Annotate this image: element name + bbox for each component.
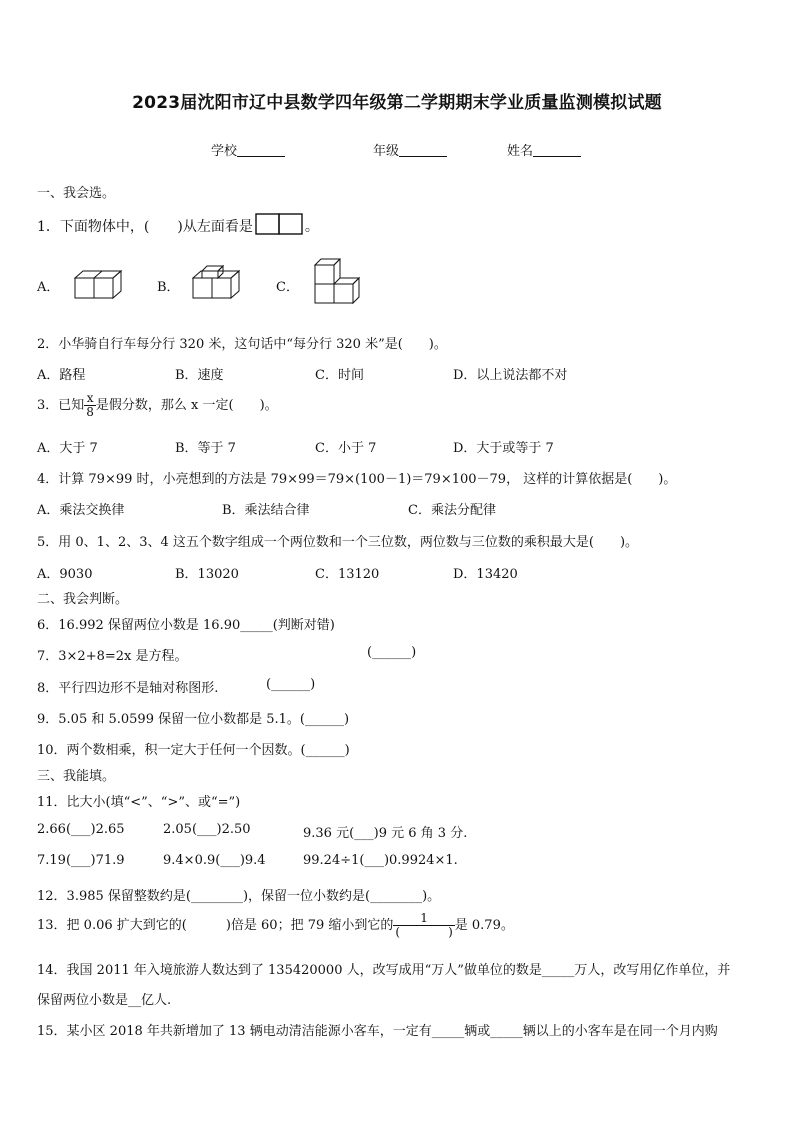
question-3-fraction [84, 392, 96, 419]
question-3-post: 是假分数，那么 x 一定( )。 [95, 398, 278, 413]
grade-blank[interactable] [399, 143, 447, 157]
question-11: 11．比大小(填“<”、“>”、或“=”) [37, 795, 241, 810]
question-10: 10．两个数相乘，积一定大于任何一个因数。(______) [37, 743, 350, 758]
q5-option-a[interactable]: A．9030 [37, 567, 93, 582]
question-8-blank[interactable]: (______) [266, 677, 316, 692]
q3-option-b[interactable]: B．等于 7 [175, 441, 236, 456]
q11-item-3[interactable]: 9.36 元(___)9 元 6 角 3 分. [303, 826, 468, 841]
question-13-post: 是 0.79。 [454, 918, 514, 933]
fraction-denominator[interactable]: ( ) [395, 925, 453, 939]
two-squares-figure [255, 213, 303, 235]
question-13 [37, 912, 514, 939]
q1-option-a-figure [72, 268, 124, 302]
question-7-blank[interactable]: (______) [367, 645, 417, 660]
q1-option-a-label[interactable]: A． [37, 280, 60, 295]
q2-option-a[interactable]: A．路程 [37, 368, 86, 383]
section-3-heading: 三、我能填。 [37, 769, 116, 784]
fraction-denominator: 8 [86, 405, 94, 419]
question-14-line-1: 14．我国 2011 年入境旅游人数达到了 135420000 人，改写成用“万人”做单位的数是_____万人，改写用亿作单位，并 [37, 963, 731, 978]
question-7: 7．3×2+8=2x 是方程。 [37, 649, 188, 664]
question-3 [37, 392, 278, 419]
q2-option-d[interactable]: D．以上说法都不对 [453, 368, 568, 383]
q11-item-5[interactable]: 9.4×0.9(___)9.4 [163, 853, 266, 868]
question-6: 6．16.992 保留两位小数是 16.90_____(判断对错) [37, 618, 335, 633]
q1-option-c-label[interactable]: C． [276, 280, 299, 295]
fraction-numerator: 1 [393, 912, 454, 926]
name-label: 姓名 [507, 144, 534, 159]
question-13-fraction [393, 912, 454, 939]
question-2: 2．小华骑自行车每分行 320 米，这句话中“每分行 320 米”是( )。 [37, 337, 447, 352]
question-3-pre: 3．已知 [37, 398, 85, 413]
question-1-end: 。 [304, 219, 319, 235]
q5-option-c[interactable]: C．13120 [315, 567, 380, 582]
fraction-numerator: x [84, 392, 96, 406]
q11-item-6[interactable]: 99.24÷1(___)0.9924×1. [303, 853, 458, 868]
q5-option-b[interactable]: B．13020 [175, 567, 239, 582]
grade-label: 年级 [373, 144, 400, 159]
question-8: 8．平行四边形不是轴对称图形. [37, 681, 219, 696]
q4-option-c[interactable]: C．乘法分配律 [408, 503, 496, 518]
q5-option-d[interactable]: D．13420 [453, 567, 518, 582]
question-1-text: 1．下面物体中，( )从左面看是 [37, 219, 253, 235]
section-2-heading: 二、我会判断。 [37, 592, 129, 607]
q11-item-1[interactable]: 2.66(___)2.65 [37, 822, 125, 837]
question-13-pre: 13．把 0.06 扩大到它的( )倍是 60；把 79 缩小到它的 [37, 918, 394, 933]
question-12: 12．3.985 保留整数约是(________)，保留一位小数约是(________)。 [37, 889, 441, 904]
q2-option-c[interactable]: C．时间 [315, 368, 364, 383]
school-field[interactable] [211, 140, 285, 159]
question-1 [37, 213, 319, 236]
name-field[interactable] [507, 140, 581, 159]
q1-option-c-figure [312, 256, 362, 306]
q4-option-b[interactable]: B．乘法结合律 [222, 503, 310, 518]
question-15: 15．某小区 2018 年共新增加了 13 辆电动清洁能源小客车，一定有_____辆或_____辆以上的小客车是在同一个月内购 [37, 1024, 718, 1039]
question-14-line-2: 保留两位小数是__亿人. [37, 993, 172, 1008]
q3-option-c[interactable]: C．小于 7 [315, 441, 377, 456]
q3-option-a[interactable]: A．大于 7 [37, 441, 98, 456]
school-blank[interactable] [237, 143, 285, 157]
q3-option-d[interactable]: D．大于或等于 7 [453, 441, 554, 456]
page-title: 2023届沈阳市辽中县数学四年级第二学期期末学业质量监测模拟试题 [132, 93, 662, 113]
q1-option-b-figure [190, 262, 242, 302]
q1-option-b-label[interactable]: B． [157, 280, 180, 295]
q11-item-4[interactable]: 7.19(___)71.9 [37, 853, 125, 868]
section-1-heading: 一、我会选。 [37, 186, 116, 201]
grade-field[interactable] [373, 140, 447, 159]
q4-option-a[interactable]: A．乘法交换律 [37, 503, 125, 518]
question-5: 5．用 0、1、2、3、4 这五个数字组成一个两位数和一个三位数，两位数与三位数的乘积最大是( )。 [37, 535, 639, 550]
q11-item-2[interactable]: 2.05(___)2.50 [163, 822, 251, 837]
q2-option-b[interactable]: B．速度 [175, 368, 224, 383]
question-4: 4．计算 79×99 时，小亮想到的方法是 79×99＝79×(100－1)＝79×100－79， 这样的计算依据是( )。 [37, 472, 677, 487]
name-blank[interactable] [533, 143, 581, 157]
question-9: 9．5.05 和 5.0599 保留一位小数都是 5.1。(______) [37, 712, 350, 727]
school-label: 学校 [211, 144, 238, 159]
